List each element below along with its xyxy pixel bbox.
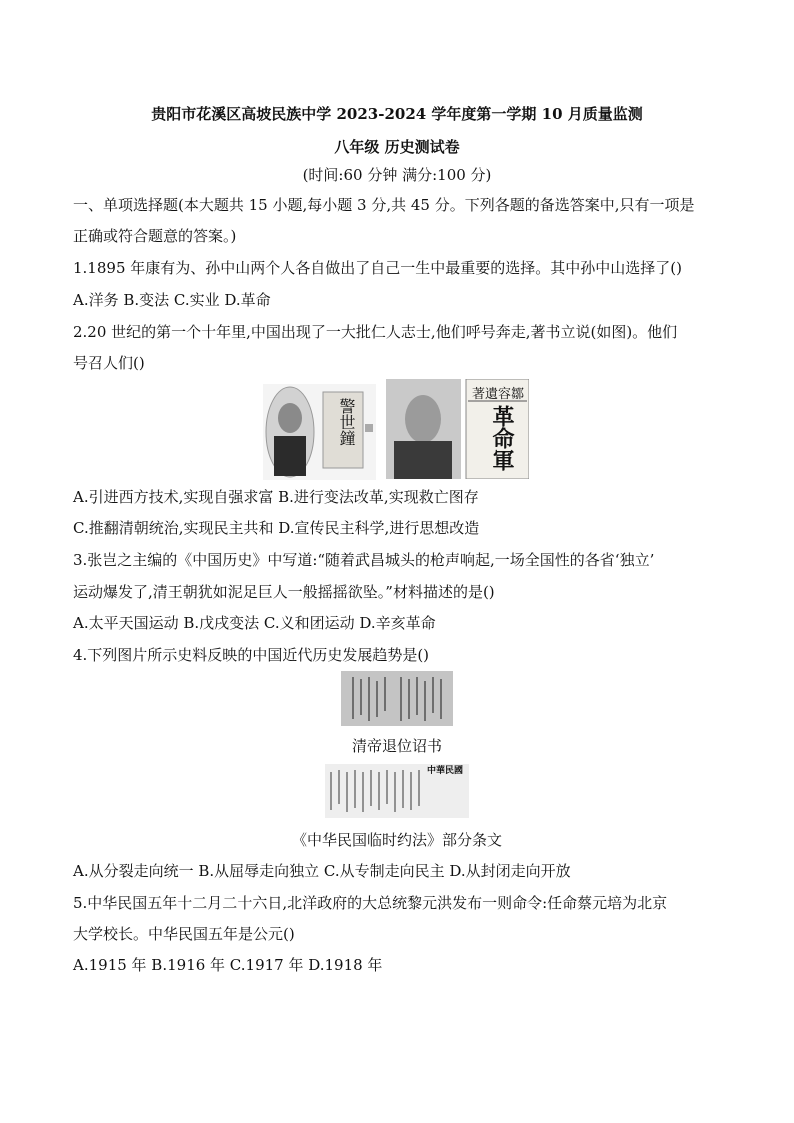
section-instruction-line2: 正确或符合题意的答案。)	[73, 227, 237, 245]
book-title-jingshizhong: 警世鐘	[337, 398, 356, 446]
q3-stem-line2: 运动爆发了,清王朝犹如泥足巨人一般摇摇欲坠。”材料描述的是()	[73, 583, 495, 601]
provisional-constitution-image	[325, 764, 469, 818]
caption-provisional-constitution: 《中华民国临时约法》部分条文	[291, 831, 502, 849]
abdication-edict-image	[341, 671, 453, 726]
q2-stem-line1: 2.20 世纪的第一个十年里,中国出现了一大批仁人志士,他们呼号奔走,著书立说(如图)。他们	[73, 323, 678, 341]
q5-stem-line1: 5.中华民国五年十二月二十六日,北洋政府的大总统黎元洪发布一则命令:任命蔡元培为北京	[73, 894, 668, 912]
q4-stem: 4.下列图片所示史料反映的中国近代历史发展趋势是()	[73, 646, 430, 664]
q2-stem-line2: 号召人们()	[73, 354, 145, 372]
book-header-zouronglizhu: 著遺容鄒	[471, 387, 524, 402]
q2-image-left	[263, 384, 376, 480]
q1-options: A.洋务 B.变法 C.实业 D.革命	[73, 291, 271, 309]
document-scan-1	[341, 671, 453, 726]
q2-options-line2: C.推翻清朝统治,实现民主共和 D.宣传民主科学,进行思想改造	[73, 519, 480, 537]
q5-stem-line2: 大学校长。中华民国五年是公元()	[73, 925, 295, 943]
exam-subtitle: 八年级 历史测试卷	[334, 138, 460, 156]
q2-options-line1: A.引进西方技术,实现自强求富 B.进行变法改革,实现救亡图存	[73, 488, 479, 506]
exam-time-info: (时间:60 分钟 满分:100 分)	[302, 166, 492, 184]
exam-title: 贵阳市花溪区高坡民族中学 2023-2024 学年度第一学期 10 月质量监测	[151, 105, 643, 123]
q3-stem-line1: 3.张岂之主编的《中国历史》中写道:“随着武昌城头的枪声响起,一场全国性的各省‘独立’	[73, 551, 655, 569]
q2-image-right	[386, 379, 529, 479]
caption-abdication-edict: 清帝退位诏书	[351, 737, 442, 755]
portrait-photo-1	[263, 384, 376, 480]
book-title-gemingjun: 革命軍	[489, 405, 515, 471]
q4-options: A.从分裂走向统一 B.从屈辱走向独立 C.从专制走向民主 D.从封闭走向开放	[73, 862, 571, 880]
section-instruction-line1: 一、单项选择题(本大题共 15 小题,每小题 3 分,共 45 分。下列各题的备选答案中,只有一项是	[73, 196, 695, 214]
q3-options: A.太平天国运动 B.戊戌变法 C.义和团运动 D.辛亥革命	[73, 614, 436, 632]
q5-options: A.1915 年 B.1916 年 C.1917 年 D.1918 年	[73, 956, 383, 974]
constitution-heading: 中華民國	[427, 766, 464, 776]
q1-stem: 1.1895 年康有为、孙中山两个人各自做出了自己一生中最重要的选择。其中孙中山选择了()	[73, 259, 682, 277]
